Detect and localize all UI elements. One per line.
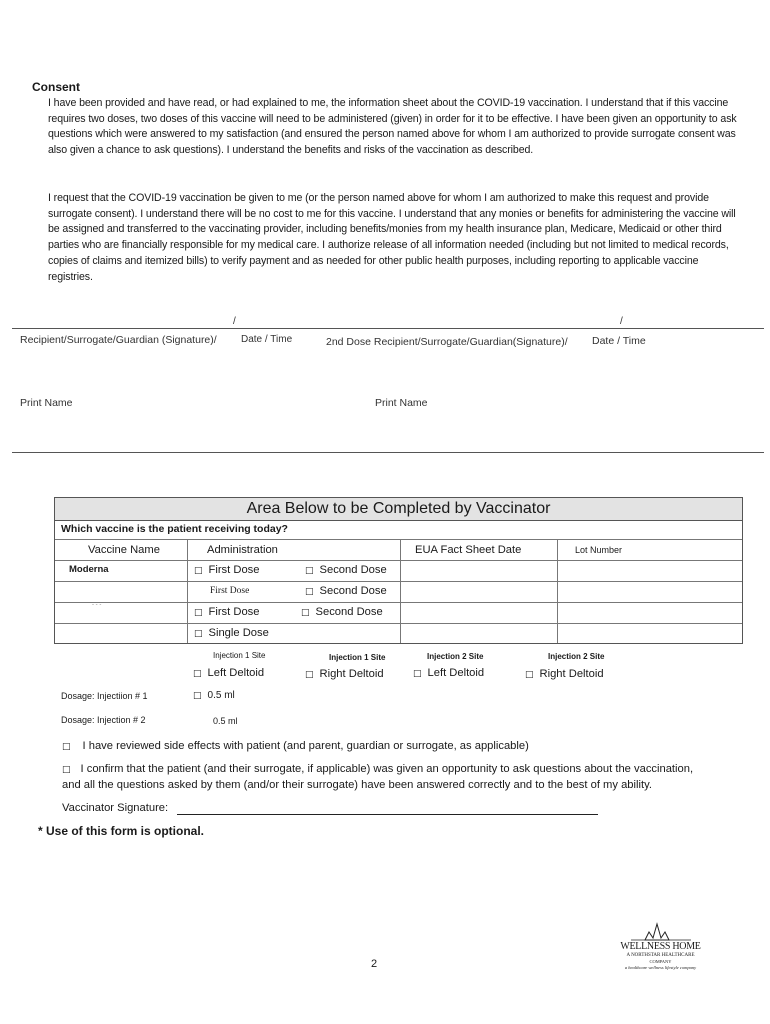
checkbox-icon[interactable]: □ xyxy=(525,670,534,680)
optional-note: * Use of this form is optional. xyxy=(38,824,205,838)
header-eua-date: EUA Fact Sheet Date xyxy=(415,544,522,556)
star-logo-icon xyxy=(613,922,708,942)
date-separator-2: / xyxy=(620,316,623,327)
logo-subtitle: A NORTHSTAR HEALTHCARE xyxy=(626,953,695,958)
vaccinator-title: Area Below to be Completed by Vaccinator xyxy=(54,497,743,521)
checkbox-icon[interactable]: □ xyxy=(301,608,310,618)
consent-paragraph-2: I request that the COVID-19 vaccination be given to me (or the person named above for whom I am authorized to make this request and provide surrogate consent). I understand there will be no cost to me for this vaccine. I understand that any monies or benefits for administering the vaccine will be assigned and transferred to the vaccinating provider, including benefits/monies from my health insurance plan, Medicare, Medicaid or other third parties who are financially responsible for my medical care. I authorize release of all information needed (including but not limited to medical records, copies of claims and itemized bills) to verify payment and as needed for other public health purposes, including reporting to applicable vaccine registries. xyxy=(48,192,736,283)
header-administration: Administration xyxy=(207,544,278,556)
vaccinator-signature-label: Vaccinator Signature: xyxy=(62,802,169,814)
checkbox-icon[interactable]: □ xyxy=(305,566,314,576)
checkbox-icon[interactable]: □ xyxy=(305,670,314,680)
print-name-line[interactable] xyxy=(12,452,764,453)
checkbox-icon[interactable]: □ xyxy=(194,629,203,639)
injection-1-right-deltoid[interactable]: □ Right Deltoid xyxy=(305,668,384,680)
dosage-injection-1-label: Dosage: Injectiion # 1 xyxy=(61,691,148,701)
vaccine-name-row3: - - - xyxy=(92,602,102,608)
vaccine-table xyxy=(54,520,743,644)
checkbox-icon[interactable]: □ xyxy=(193,691,202,701)
checkbox-icon[interactable]: □ xyxy=(62,765,71,775)
injection-1-site-label-b: Injection 1 Site xyxy=(329,653,386,662)
vaccine-name-moderna: Moderna xyxy=(69,564,109,575)
consent-paragraph-1: I have been provided and have read, or had explained to me, the information sheet about the COVID-19 vaccination. I understand that if this vaccine requires two doses, two doses of this vaccine will need to be administered (given) in order for it to be effective. I have been given an opportunity to ask questions which were answered to my satisfaction (and ensured the person named above for whom I am authorized to provide surrogate consent was also given a chance to ask questions). I understand the benefits and risks of the vaccination as described. xyxy=(48,97,737,157)
header-lot-number: Lot Number xyxy=(575,545,623,555)
checkbox-icon[interactable]: □ xyxy=(413,669,422,679)
attest-questions-line2: and all the questions asked by them (and/or their surrogate) have been answered correctly and to the best of my ability. xyxy=(62,779,652,791)
second-dose-signature-label: 2nd Dose Recipient/Surrogate/Guardian(Signature)/ xyxy=(326,336,568,348)
signature-line-1[interactable] xyxy=(12,328,764,329)
injection-2-site-label-a: Injection 2 Site xyxy=(427,652,484,661)
checkbox-icon[interactable]: □ xyxy=(194,608,203,618)
logo-company: COMPANY xyxy=(649,959,672,964)
injection-2-right-deltoid[interactable]: □ Right Deltoid xyxy=(525,668,604,680)
attest-side-effects[interactable]: □ I have reviewed side effects with patient (and parent, guardian or surrogate, as applicable) xyxy=(62,740,529,752)
attest-questions[interactable]: □ I confirm that the patient (and their surrogate, if applicable) was given an opportunity to ask questions about the vaccination, xyxy=(62,763,694,775)
second-dose-option-3[interactable]: □ Second Dose xyxy=(301,606,383,618)
wellness-home-logo xyxy=(613,922,708,974)
first-dose-option-3[interactable]: □ First Dose xyxy=(194,606,260,618)
first-dose-option-2: First Dose xyxy=(210,586,250,596)
checkbox-icon[interactable]: □ xyxy=(194,566,203,576)
checkbox-icon[interactable]: □ xyxy=(305,587,314,597)
injection-2-site-label-b: Injection 2 Site xyxy=(548,652,605,661)
injection-1-site-label-a: Injection 1 Site xyxy=(213,651,266,660)
page-number: 2 xyxy=(371,958,378,970)
checkbox-icon[interactable]: □ xyxy=(62,742,71,752)
recipient-signature-label: Recipient/Surrogate/Guardian (Signature)/ xyxy=(20,334,217,346)
date-time-label-1: Date / Time xyxy=(241,334,293,345)
vaccine-question: Which vaccine is the patient receiving today? xyxy=(61,523,288,535)
logo-title: WELLNESS HOME xyxy=(620,941,701,952)
date-time-label-2: Date / Time xyxy=(592,335,646,347)
second-dose-option-2[interactable]: □ Second Dose xyxy=(305,585,387,597)
header-vaccine-name: Vaccine Name xyxy=(88,544,160,556)
injection-2-left-deltoid[interactable]: □ Left Deltoid xyxy=(413,667,485,679)
single-dose-option[interactable]: □ Single Dose xyxy=(194,627,269,639)
date-separator-1: / xyxy=(233,316,236,327)
dosage-injection-2-value: 0.5 ml xyxy=(213,716,238,726)
vaccinator-signature-line[interactable] xyxy=(177,814,598,815)
injection-1-left-deltoid[interactable]: □ Left Deltoid xyxy=(193,667,265,679)
dosage-injection-2-label: Dosage: Injection # 2 xyxy=(61,715,146,725)
print-name-label-1: Print Name xyxy=(20,397,73,409)
checkbox-icon[interactable]: □ xyxy=(193,669,202,679)
print-name-label-2: Print Name xyxy=(375,397,428,409)
logo-tagline: a healthcare wellness lifestyle company xyxy=(624,965,697,970)
consent-heading: Consent xyxy=(32,80,80,94)
second-dose-option-1[interactable]: □ Second Dose xyxy=(305,564,387,576)
first-dose-option-1[interactable]: □ First Dose xyxy=(194,564,260,576)
dosage-injection-1-value[interactable]: □ 0.5 ml xyxy=(193,690,235,701)
